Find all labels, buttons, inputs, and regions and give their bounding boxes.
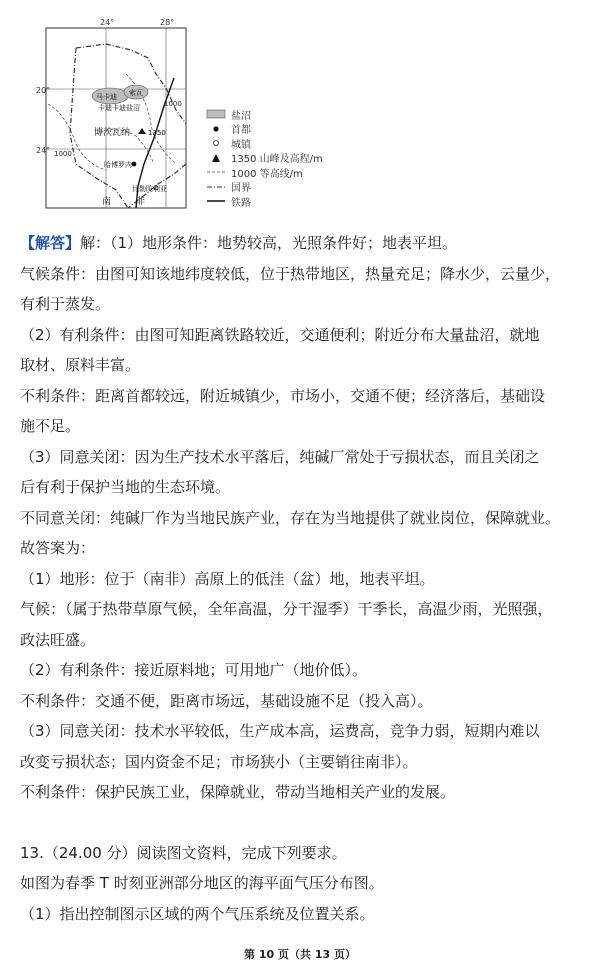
legend-label: 1350 山峰及高程/m — [231, 154, 323, 166]
legend-item — [205, 136, 325, 151]
answer-line: （2）有利条件：接近原料地；可用地广（地价低）。 — [20, 661, 368, 679]
peak-icon — [138, 128, 146, 134]
south-africa-label-2: 非 — [136, 197, 146, 207]
answer-line: 施不足。 — [20, 417, 81, 435]
legend-label: 铁路 — [231, 197, 251, 209]
railway-icon — [205, 195, 227, 207]
answer-line: 不利条件：交通不便，距离市场远，基础设施不足（投入高）。 — [20, 691, 433, 710]
legend-item — [205, 151, 325, 166]
question-line: （1）指出控制图示区域的两个气压系统及位置关系。 — [20, 904, 375, 923]
answer-tag: 【解答】 — [20, 234, 81, 252]
legend-item — [205, 165, 325, 180]
legend-item — [205, 194, 325, 209]
legend-label: 盐沼 — [231, 110, 251, 122]
map-frame — [46, 28, 186, 208]
answer-line: 政法旺盛。 — [20, 630, 96, 649]
capital-icon — [205, 123, 227, 135]
answer-line: 气候条件：由图可知该地纬度较低，位于热带地区，热量充足；降水少，云量少， — [20, 264, 561, 283]
legend-label: 1000 等高线/m — [231, 168, 303, 180]
peak-icon — [205, 152, 227, 164]
answer-line: 故答案为： — [20, 539, 96, 557]
answer-line: 气候：（属于热带草原气候，全年高温，分干湿季）干季长，高温少雨，光照强， — [20, 600, 553, 618]
place-salt-pan-full: 卡迪卡迪盐沼 — [98, 104, 140, 112]
answer-line: 取材、原料丰富。 — [20, 356, 141, 374]
lon-label-24: 24° — [100, 18, 115, 27]
legend-label: 国界 — [231, 183, 251, 195]
map-legend — [205, 107, 325, 209]
answer-line: 不利条件：保护民族工业，保障就业，带动当地相关产业的发展。 — [20, 783, 456, 801]
lat-label-20: 20° — [36, 86, 51, 95]
salt-marsh-icon — [205, 108, 227, 120]
question-line: 如图为春季 T 时刻亚洲部分地区的海平面气压分布图。 — [20, 874, 384, 892]
contour-icon — [205, 166, 227, 178]
legend-label: 城镇 — [231, 139, 251, 151]
legend-item — [205, 107, 325, 122]
peak-elevation: 1350 — [148, 129, 166, 137]
city-label: 比勒陀利亚 — [132, 185, 167, 193]
legend-label: 首都 — [231, 125, 251, 137]
answer-line: 后有利于保护当地的生态环境。 — [20, 478, 231, 496]
answer-line: （3）同意关闭：因为生产技术水平落后，纯碱厂常处于亏损状态，而且关闭之 — [20, 447, 540, 466]
legend-item — [205, 180, 325, 195]
country-label: 博茨瓦纳 — [94, 128, 131, 138]
border-icon — [205, 181, 227, 193]
lat-label-24: 24° — [36, 146, 51, 155]
page-footer: 第 10 页（共 13 页） — [244, 948, 356, 961]
answer-line: 改变亏损状态；国内资金不足；市场狭小（主要销往南非）。 — [20, 752, 418, 771]
national-border — [70, 44, 186, 208]
answer-text: 解：（1）地形条件：地势较高，光照条件好；地表平坦。 — [80, 234, 458, 252]
legend-item — [205, 122, 325, 137]
place-sowa: 索瓦 — [129, 89, 143, 97]
answer-line: （1）地形：位于（南非）高原上的低洼（盆）地，地表平坦。 — [20, 569, 435, 588]
contour-label: 1000 — [164, 100, 182, 108]
town-icon — [205, 137, 227, 149]
contour-label: 1000 — [54, 150, 72, 158]
answer-section — [20, 228, 580, 929]
south-africa-label: 南 — [102, 197, 112, 207]
answer-line: 不同意关闭：纯碱厂作为当地民族产业，存在为当地提供了就业岗位，保障就业。 — [20, 508, 561, 527]
answer-line: （2）有利条件：由图可知距离铁路较近，交通便利；附近分布大量盐沼，就地 — [20, 325, 540, 344]
map-grid — [46, 28, 186, 208]
capital-label: 哈博罗内 — [104, 161, 132, 169]
answer-line: （3）同意关闭：技术水平较低，生产成本高，运费高，竞争力弱，短期内难以 — [20, 722, 540, 740]
place-makadi: 马卡迪 — [96, 93, 117, 101]
answer-line — [20, 228, 580, 259]
answer-line: 不利条件：距离首都较远，附近城镇少，市场小，交通不便；经济落后，基础设 — [20, 386, 546, 405]
capital-icon — [132, 162, 137, 167]
lon-label-28: 28° — [160, 18, 175, 27]
answer-line: 有利于蒸发。 — [20, 295, 111, 313]
question-line: 13.（24.00 分）阅读图文资料，完成下列要求。 — [20, 843, 347, 862]
